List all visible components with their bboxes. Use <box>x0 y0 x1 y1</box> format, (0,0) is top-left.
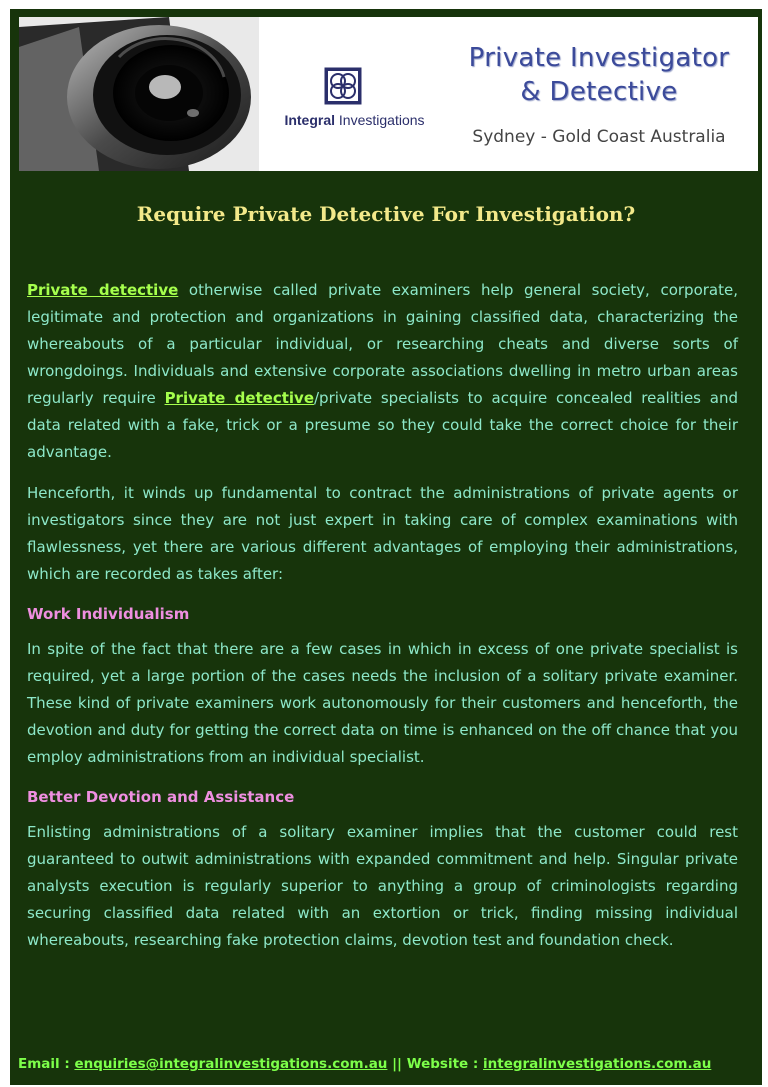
banner-location: Sydney - Gold Coast Australia <box>472 127 726 147</box>
logo-wordmark: Integral Investigations <box>284 112 425 128</box>
website-label: Website : <box>406 1056 483 1072</box>
paragraph-intro: Private detective otherwise called private examiners help general society, corporate, legitimate and protection and organizations in gaining classified data, characterizing the whereabouts of a particular individual, or researching cheats and diverse sorts of wrongdoings. Individuals and extensive corporate associations dwelling in metro urban areas regularly require Private detective/private specialists to acquire concealed realities and data related with a fake, trick or a presume so they could take the correct choice for their advantage. <box>27 281 738 461</box>
email-label: Email : <box>18 1056 75 1072</box>
website-link[interactable]: integralinvestigations.com.au <box>483 1056 712 1072</box>
private-detective-link-2[interactable]: Private detective <box>164 389 314 407</box>
header-banner <box>19 17 758 171</box>
banner-headline-line2: & Detective <box>520 77 678 107</box>
footer-separator: || <box>387 1056 407 1072</box>
paragraph-individualism: In spite of the fact that there are a few cases in which in excess of one private specialist is required, yet a large portion of the cases needs the inclusion of a solitary private examiner. These kind of private examiners work autonomously for their customers and henceforth, the devotion and duty for getting the correct data on time is enhanced on the off chance that you employ administrations from an individual specialist. <box>27 640 738 766</box>
banner-headline-line1: Private Investigator <box>468 43 730 73</box>
document-page <box>10 9 762 1085</box>
page-title: Require Private Detective For Investigation? <box>136 202 636 226</box>
heading-work-individualism: Work Individualism <box>27 605 190 623</box>
camera-lens-image <box>19 17 259 171</box>
contact-footer <box>18 1056 762 1072</box>
private-detective-link[interactable]: Private detective <box>27 281 179 299</box>
paragraph-advantages: Henceforth, it winds up fundamental to contract the administrations of private agents or investigators since they are not just expert in taking care of complex examinations with flawlessness, yet there are various different advantages of employing their administrations, which are recorded as takes after: <box>27 484 738 583</box>
integral-logo-icon <box>324 67 362 105</box>
heading-better-devotion: Better Devotion and Assistance <box>27 788 295 806</box>
email-link[interactable]: enquiries@integralinvestigations.com.au <box>74 1056 388 1072</box>
paragraph-devotion: Enlisting administrations of a solitary examiner implies that the customer could rest guaranteed to outwit administrations with expanded commitment and help. Singular private analysts execution is regularly superior to anything a group of criminologists regarding securing classified data related with an extortion or trick, finding missing individual whereabouts, researching fake protection claims, devotion test and foundation check. <box>27 823 738 949</box>
article-body <box>27 277 738 968</box>
